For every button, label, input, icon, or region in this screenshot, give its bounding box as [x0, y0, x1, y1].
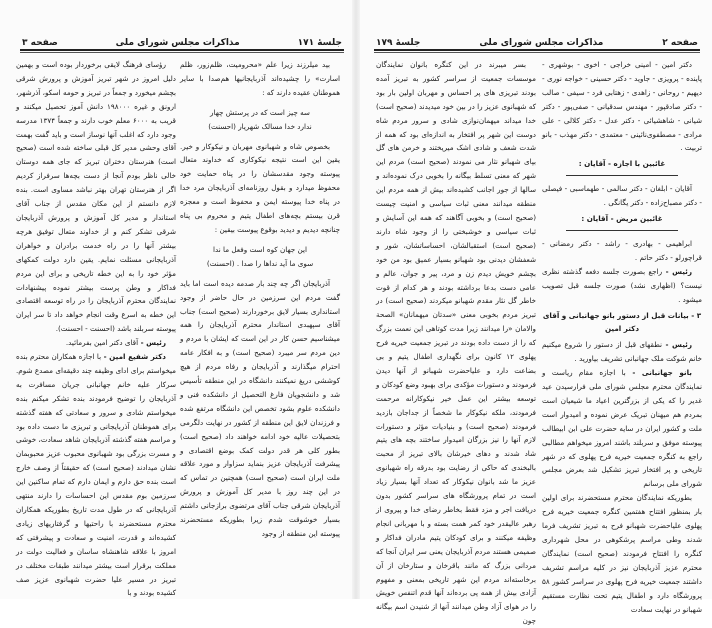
verse-line: ندارد خدا مسالک شهریار (احسنت)	[208, 121, 312, 131]
page-number: صفحه ۲	[662, 38, 698, 48]
verse-line: سه چیز است که در پرستش چهار	[210, 107, 310, 117]
verse	[180, 106, 340, 134]
speaker-name: رئیس -	[662, 340, 692, 350]
paragraph: بسر میبرند در این کنگره بانوان نمایندگان موسسات جمعیت از سراسر کشور به تبریز آمده بودند تبریزی های پر احساس و مهربان اولین بار بود که شهبانوی عزیز را در بین خود میدیدند (صحیح است) خدا میداند میهمان‌نوازی شادی و سرور مردم شاه دوست این شهر پر افتخار به اندازه‌ای بود که همه از شدت شعف و شادی اشک میریختند و خرمن های گل بپای شهبانو نثار می نمودند (صحیح است) مردم این شهر که معنی تسلط بیگانه را بخوبی درک نموده‌اند و سالها از جور اجانب کشیده‌اند بیش از همه مردم این منطقه میدانند معنی ثبات سیاسی و امنیت چیست (صحیح است) و بخوبی آگاهند که همه این آسایش و ثبات سیاسی و خوشبختی را از وجود شاه دارند (صحیح است) استقبالشان، احساساتشان، شور و شعفشان دیدنی بود شهبانو بسیار عمیق بود من خود بچشم خویش دیدم زن و مرد، پیر و جوان، عالم و عامی دست بدعا برداشته بودند و هر کدام از قوت خاطر گل نثار مقدم شهبانو میکردند (صحیح است) در تبریز مردم بخوبی معنی «سدتان میهمانان» الصحة والامان «را میدانند زیرا مدت کوتاهی این نعمت بزرگ که را از دست داده بودند در تبریز جمعیت خیریه فرح پهلوی ۱۲ کانون برای نگهداری اطفال یتیم و بی بضاعت دارد و علیاحضرت شهبانو از آنها دیدن فرمودند و دستورات مؤکدی برای بهبود وضع کودکان و توسعه بیشتر این عمل خیر نیکوکارانه مرحمت فرمودند، ملکه نیکوکار ما شخصاً از جداجان بازدید فرمودند (صحیح است) و بنیادیات مؤثر و دستورات لازم آنها را نیز بزرگان امیدوار ساختند بچه های یتیم شاد شدند و دهای خیرشان بالای تبریز از محبت بالبخندی که حاکی از رضایت بود بدرقه راه شهبانوی عزیز ما شد بانوان نیکوکار که تعداد آنها بسیار زیاد است در تمام پرورشگاه های سراسر کشور بدون دریافت اجر و مزد فقط بخاطر رضای خدا و پیروی از رهبر عالیقدر خود کمر همت بسته و با مهربانی انجام وظیفه میکنند و برای کودکان یتیم مادران فداکار و صمیمی هستند مردم آذربایجان یعنی سر ایران آنجا که مردانی بزرگ که مانند باقرخان و ستارخان از آن برخاسته‌اند مردم این شهر تاریخی بمعنی و مفهوم آزادی بیش از همه پی برده‌اند آنها قدم اتنفس خویش را در هوای آزاد وطن میدانند آنها از شنیدن اسم بیگانه چون	[376, 60, 536, 626]
speech-text: با اجازه همکاران محترم بنده میخواستم برای ادای وظیفه چند دقیقه‌ای مصدع شوم. سرکار علیه خانم جهانبانی جریان مسافرت به آذربایجان را توضیح فرمودند بنده تشکر میکنم بنده میخواستم شادی و سرور و سعادتی که هفته گذشته برای هموطنان آذربایجانی و تبریزی ما دست داده بود و مراسم هفته گذشته آذربایجان شاهد سعادت، خوشی و مسرت بزرگی بود شهبانوی محبوب عزیز محبوبمان نشان میدادند (صحیح است) که حقیقتاً از وصف خارج است بنده حق دارم و ایمان دارم که تمام ساکنین این سرزمین بوم مقدس این احساسات را دارند منتهی آذربایجانی که در طول مدت تاریخ بطوریکه همکاران محترم مستحضرند با راحتیها و گرفتاریهای زیادی کشیده‌اند و قدرت، امنیت و سعادت و پیشرفتی که امروز با علاقه شاهنشاه ساسان و فعالیت دولت در مملکت برقرار است بیشتر میدانند طبقات مختلف در تبریز در مسیر علیا حضرت شهبانوی عزیز صف کشیده بودند و با	[16, 352, 176, 598]
speaker-name: دکتر شفیع امین -	[101, 352, 166, 362]
session-number: جلسهٔ ۱۷۱	[297, 38, 342, 48]
header-rule	[374, 49, 700, 51]
paragraph: بید میلرزند زیرا علم «محرومیت، ظلم‌زور، ظلم اسارت» را چشیده‌اند آذربایجانیها هم‌صدا با سایر هموطنان عقیده دارند که :	[180, 60, 340, 97]
right-page-inner-column	[376, 58, 536, 628]
speech-text: نطقهای قبل از دستور را شروع میکنیم خانم شوکت ملک جهانبانی تشریف بیاورید .	[542, 340, 702, 364]
absent-sick-heading: غائبین مریض - آقایان :	[581, 214, 663, 224]
right-page-header	[376, 36, 698, 48]
paragraph: بطوریکه نمایندگان محترم مستحضرند برای اولین بار بمنظور افتتاح هفتمین کنگره جمعیت خیریه فرح پهلوی علیاحضرت شهبانو فرح به تبریز تشریف فرما شدند وطی مراسم پرشکوهی در محل شهرداری کنگره را افتتاح فرمودند (صحیح است) نمایندگان محترم عزیز آذربایجان نیز در کلیه مراسم تشریف داشتند جمعیت خیریه فرح پهلوی در سراسر کشور ۵۸ پرورشگاه دارد و اطفال یتیم تحت نظارت مستقیم شهبانو در نهایت سعادت	[542, 493, 702, 614]
right-page	[356, 0, 712, 626]
absent-with-leave-list: آقایان - ابلغان - دکتر سالمی - طهماسبی - فیصلی - دکتر مصباح‌زاده - دکتر یگانگی .	[542, 184, 702, 208]
verse-line: این جهان کوه است وفعل ما ندا	[212, 244, 307, 254]
speech	[16, 336, 176, 350]
speech-text: آقای دکتر امین بفرمائید.	[65, 338, 139, 348]
speech	[542, 338, 702, 366]
running-title: مذاکرات مجلس شورای ملی	[479, 38, 604, 48]
absent-sick-list: ابراهیمی - بهادری - راشد - دکتر رمضانی - قراچورلو - دکتر حاتم .	[542, 238, 702, 262]
speech-text: راجع بصورت جلسه دفعه گذشته نظری نیست؟ (اظهاری نشد) صورت جلسه قبل تصویب میشود .	[542, 266, 702, 304]
page-number: صفحه ۳	[22, 38, 58, 48]
speaker-name: بانو جهانبانی -	[625, 368, 692, 378]
session-number: جلسهٔ ۱۷۹	[376, 38, 421, 48]
running-title: مذاکرات مجلس شورای ملی	[115, 38, 240, 48]
paragraph: رؤسای فرهنگ لایقی برخوردار بوده است و بهمین دلیل امروز در شهر تبریز آموزش و پرورش شرقی بچشم میخورد و جمعاً در تبریز و حومه اسکو، آذرشهر، ارونق و غیره ۱۹۸۰۰۰ دانش آموز تحصیل میکنند و قریب به ۶۰۰۰ معلم خوب دارند و جمعاً ۱۳۷۴ مدرسه وجود دارد که اغلب آنها نوساز است و باید گفت بهمت آقای وحشی مدیر کل قبلی ساخته شده است (صحیح است) هنرستان دختران تبریز که جای همه دوستان خالی ناظر بودم آنجا از دست بچه‌ها سرفراز کردیم اگر از هنرستان تهران بهتر نباشد مساوی است. بنده لازم دانستم از این مکان مقدس از جناب آقای استاندار و مدیر کل آموزش و پرورش آذربایجان شرقی تشکر کنم و از خداوند متعال توفیق هرچه بیشتر آنها را در راه خدمت برادران و خواهران آذربایجانی مسئلت نمایم. یقین دارد دولت کمکهای مؤثر خود را به این خطه تاریخی و برای این مردم فداکار و وطن پرست بیشتر نموده پیشنهادات نمایندگان محترم آذربایجان را در راه توسعه اقتصادی این خطه به اسرع وقت انجام خواهد داد تا سر ایران پیوسته سربلند باشد (احسنت - احسنت).	[16, 60, 176, 334]
speech-text: با اجازه مقام ریاست و نمایندگان محترم مجلس شورای ملی فرارسیدن عید غدیر را که یکی از بزرگترین اعیاد ما شیعیان است بمردم هم میهنان تبریک عرض نموده و امیدوار است ملت و کشور ایران در سایه حضرت علی ابن ابیطالب پیوسته موفق و سربلند باشند امروز میخواهم مطالبی راجع به کنگره جمعیت خیریه فرح پهلوی که در شهر تاریخی و پر افتخار تبریز تشکیل شد بعرض مجلس شورای ملی برسانم	[542, 368, 702, 489]
verse	[180, 243, 340, 271]
left-page-header	[22, 36, 342, 48]
speech	[16, 350, 176, 600]
speech	[542, 265, 702, 307]
paragraph: آذربایجان اگر چه چند بار صدمه دیده است اما باید گفت مردم این سرزمین در حال حاضر از وجود استانداری بسیار لایق برخوردارند (صحیح است) جناب آقای سپهبدی استاندار محترم آذربایجان را همه میشناسیم حسن کار در این است که ایشان با مردم و دین مردم سر میبرد (صحیح است) و به افکار عامه احترام میگذارند و آذربایجان و رفاه مردم از هیچ کوششی دریغ نمیکنند دانشگاه در این منطقه تأسیس شد و دانشجویان فارغ التحصیل از دانشکده فنی و دانشکده علوم بشود تخصص این دانشگاه مرتفع شده و فرزندان لایق این منطقه از کشور در نهایت دلگرمی بتحصیلات عالیه خود ادامه خواهند داد (صحیح است) بطور کلی هر قدر دولت کمک بوضع اقتصادی و پیشرفت آذربایجان عزیز بنماید سزاوار و مورد علاقه ملت ایران است (صحیح است) همچنین در تماس که در این چند روز با مدیر کل آموزش و پرورش آذربایجان شرقی جناب آقای مرتضوی برازجانی داشتم بسیار خوشوقت شدم زیرا بطوریکه مستحضرند پیوسته این منطقه از وجود	[180, 278, 340, 538]
header-rule-thin	[374, 52, 700, 53]
speech	[542, 366, 702, 491]
header-rule	[20, 49, 344, 51]
section-title: ۳ - بیانات قبل از دستور بانو جهانبانی و آقای دکتر امین	[542, 310, 702, 334]
attendee-list: دکتر امین - امینی خراجی - اخوی - بوشهری - پاینده - پرویزی - جاوید - دکتر حسینی - خواجه نوری - دیهیم - روحانی - زاهدی - زهتابی فرد - سیفی - صالب - دکتر صادقپور - مهندس سدقیانی - صفی‌پور - دکتر شیانی - شاهشیائی - دکتر عدل - دکتر کلالی - علی مرادی - مصطفوی‌نائینی - معتمدی - دکتر مهذب - بانو تربیت .	[542, 60, 702, 153]
speaker-name: رئیس -	[662, 266, 692, 276]
left-page	[0, 0, 356, 599]
paragraph: بخصوص شاه و شهبانوی مهربان و نیکوکار و خیر. یقین این است نتیجه نیکوکاری که خداوند متعال پیوسته وجود مقدسشان را در پناه حمایت خود محفوظ میدارد و بقول روزنامه‌ای آذربایجان مرد خدا در پناه خدا پیوسته ایمن و محفوظ است و معجزه قرن بیستم بچه‌های اطفال یتیم و محروم بی پناه چنانچه دیدیم و دیدید بوقوع پیوست بیقین :	[180, 141, 340, 234]
left-page-inner-column	[180, 58, 340, 541]
speaker-name: رئیس -	[138, 338, 166, 348]
absent-with-leave-heading: غائبین با اجازه - آقایان :	[578, 159, 666, 169]
divider	[566, 230, 678, 231]
divider	[566, 175, 678, 176]
header-rule-thin	[20, 52, 344, 53]
verse-line: سوی ما آید نداها را صدا . (احسنت)	[206, 258, 314, 268]
right-page-outer-column	[542, 58, 702, 616]
left-page-outer-column	[16, 58, 176, 600]
